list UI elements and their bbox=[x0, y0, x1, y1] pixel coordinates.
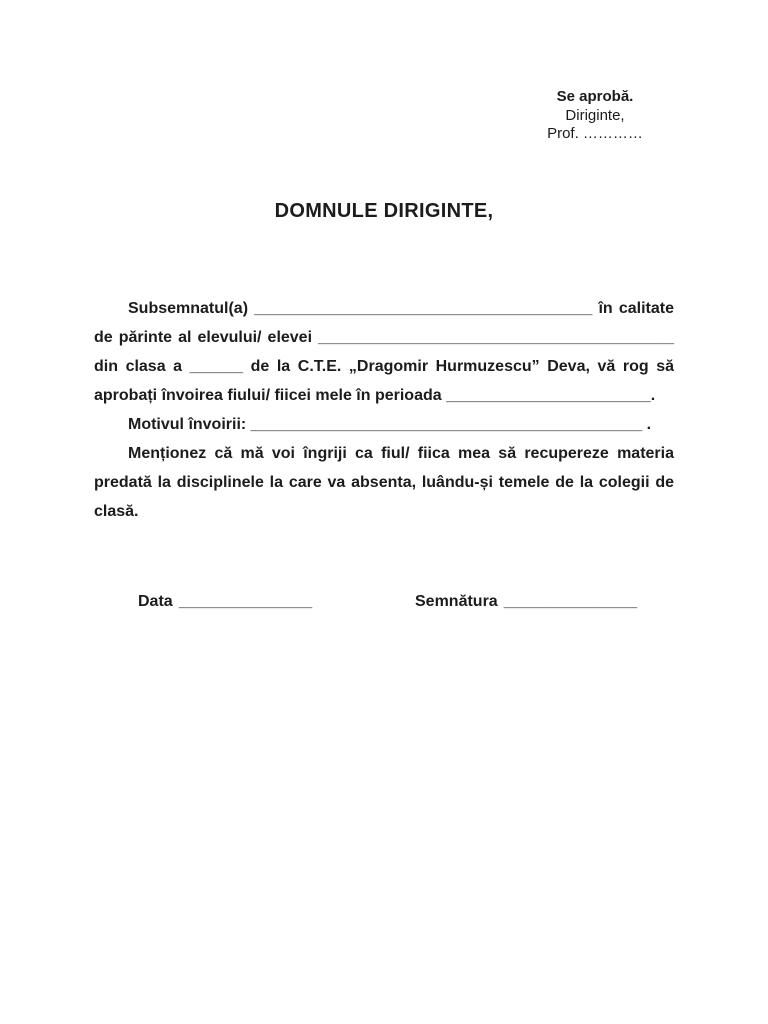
date-label: Data bbox=[138, 593, 173, 610]
date-blank-line: _______________ bbox=[178, 593, 313, 610]
date-field bbox=[138, 591, 312, 613]
paragraph-reason: Motivul învoirii: ____________________________________________ . bbox=[128, 416, 652, 433]
approval-block bbox=[480, 88, 710, 144]
approval-role: Diriginte, bbox=[565, 106, 625, 124]
signature-label: Semnătura bbox=[415, 593, 498, 610]
paragraph-note: Menționez că mă voi îngriji ca fiul/ fiica mea să recupereze materia predată la disciplinele la care va absenta, luându-și temele de la colegii de clasă. bbox=[94, 445, 674, 520]
document-title: DOMNULE DIRIGINTE, bbox=[274, 200, 494, 222]
signature-field bbox=[415, 591, 637, 613]
signature-blank-line: _______________ bbox=[503, 593, 638, 610]
document-body bbox=[94, 294, 674, 526]
approval-text: Se aprobă. bbox=[556, 88, 634, 105]
approval-prof-line: Prof. ………… bbox=[547, 125, 643, 142]
paragraph-request: Subsemnatul(a) ______________________________________ în calitate de părinte al elevului/ elevei ________________________________________ din clasa a ______ de la C.T.E. „Dragomir Hurmuzescu” Deva, vă rog să aprobați învoirea fiului/ fiicei mele în perioada _______________________. bbox=[94, 300, 674, 404]
